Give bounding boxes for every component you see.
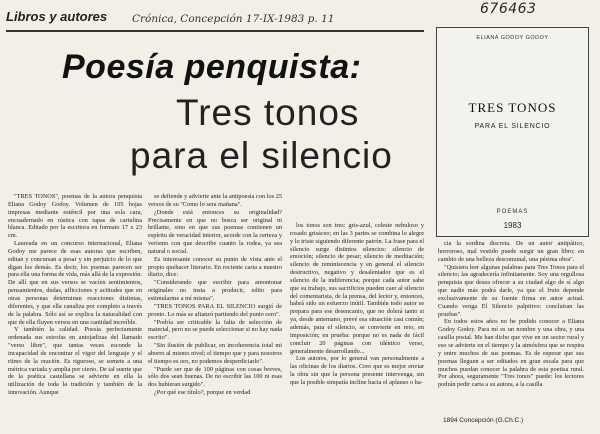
paragraph: "TRES TONOS", poemas de la autora penquista Eliana Godoy Godoy. Volumen de 105 hojas impresas mediante esténcil por una sola cara, encuadernado en rústica con tapas de cartulina blanca. Editado por la escritora en formato 17 x 23 cm. [8,193,142,240]
header-rule [6,30,424,32]
paragraph: "Sin ilusión de publicar, en incoherencia total mi ahorro al mismo nivel; el tiempo que y para nosotros el tiempo es oro, no podemos desperdiciarlo". [148,342,282,365]
book-cover-image [436,27,589,237]
cover-author: ELIANA GODOY GODOY [476,35,549,41]
paragraph: los tonos son tres: gris-azul, celeste nebuloso y rosado grisáceo; en las 3 partes se combina lo alegre y lo triste siguiendo diferente patrón. La frase para el silencio surge distintos silencios: silencio de emoción; silencio de pesar; silencio de meditación; silencio de reminiscencia y en general el silencio destructivo, negativo y desalentador que es el silencio de la indiferencia; porque cada autor sabe que su trabajo, sus sacrificios pueden caer al silencio del comentarista, de la prensa, del lector y, entonces, habrá sido un esfuerzo inútil. También todo autor se prepara para ese desencanto, que no dolerá tanto si ya, desde antemano, prevé esa situación casi común; además, para el silencio, se convierte en reto, en imposición; en prueba: porque no es nada de fácil concluir 20 páginas con idéntico verso, generalmente desarrollando... [290,222,424,355]
headline: Poesía penquista: [62,48,362,86]
article-column-2 [148,193,282,430]
paragraph: "Podría ser criticable la falta de selección de material, pero no se puede seleccionar si no hay nada escrito". [148,318,282,342]
paragraph: "TRES TONOS PARA EL SILENCIO surgió de pronto. Lo más se afianzó partiendo del punto cero". [148,302,282,318]
archive-stamp-number: 676463 [480,1,537,17]
handwritten-source-note: Crónica, Concepción 17-IX-1983 p. 11 [132,13,335,25]
paragraph: En todos estos años no he podido conocer a Eliana Godoy Godoy. Para mí es un nombre y una obra, y una casilla postal. Me han dicho que vive en un sector rural y eso se advierte en el tiempo y la atmósfera que se respira y entre muchos de sus poemas. Es de esperar que sus poemas lleguen a ser editados en gran escala para que muchos puedan conocer la palabra de esta poetisa rural. Por ahora, seguramente "Tres tonos" puede: los lectores podrán pedir carta a su autora, a la casilla [438,318,584,389]
paragraph: ¿Por qué ese título?, porque en verdad [154,389,251,397]
paragraph: Los autores, por lo general van personalmente a las oficinas de los diarios. Creo que es mejor enviar la obra sin que la persona presente intervenga, sin que la posible simpatía incline hacia el aplauso o ha- [290,355,424,386]
subheadline-line-1: Tres tonos [176,92,360,133]
paragraph: "Considerando que escribir para amontonar originales no insta a producir, edito para estimularme a mí misma". [148,279,282,302]
cover-kind: POEMAS [496,209,529,215]
cover-title: TRES TONOS [468,100,557,115]
article-column-3 [290,222,424,430]
section-label: Libros y autores [6,9,108,24]
paragraph: Laureada en un concurso internacional, Eliana Godoy me parece de esas autoras que escriben, editan y concursan a pesar y sin perjuicio de lo que digan los demás. Es decir, los poemas parecen ser para ella una forma de vida, más allá de la expresión. De allí que en sus versos se vacíen sentimientos, pensamientos, dudas, aflicciones y actitudes que en otras personas determinan reacciones distintas, diferentes, y que ella canaliza por completo a través de la palabra. Sólo así se explica la naturalidad con que de ella fluyen versos en una cantidad increíble. [8,240,142,326]
paragraph: "Quisiera leer algunas palabras para Tres Tonos para el silencio; las agradecería infinitamente. Soy una orgullosa penquista que desea ofrecer a su ciudad algo de sí algo que nadie más podrá darle, ya que el fruto depende exclusivamente de su fuente firma en autor actual. Cuando venga El Silencio palpitivo: concluiran las pruebas". [438,263,584,318]
paragraph: Es interesante conocer su punto de vista ante el propio quehacer literario. En reciente carta a nuestro diario, dice: [148,255,282,279]
cover-year: 1983 [503,221,522,230]
paragraph: "Puede ser que de 100 páginas con cosas breves, sólo dos sean buenas. De no escribir las 100 ni esas dos hubieran surgido". [148,365,282,389]
article-column-1 [8,193,142,430]
article-column-4 [438,240,584,430]
page-footer: 1894 Concepción (G.Ch.C.) [443,417,524,424]
subheadline-line-2: para el silencio [130,135,393,176]
paragraph: se defiende y advierte ante la antipoesía con los 25 versos de su "Como lo sera mañana". [148,193,282,208]
cover-subtitle: PARA EL SILENCIO [474,123,551,130]
paragraph: ¿Donde está entonces su originalidad? Precisamente en que no busca ser original ni brillante, sino en que sus poemas contienen un espíritu de veracidad interior, acorde con la certeza y verismo con que describe cuanto la rodea, ya sea natural o social. [148,208,282,255]
paragraph: cia la sordina discreta. De un autor antipático, horroroso, mal vestido puede surgir un gran libro; en cambio de una belleza descomunal, una pésima obra". [438,240,584,263]
paragraph: Y también la calidad. Poesía perfectamente ordenada sus estrofas en antojadizas del llamado "verso libre", que tantas veces esconde la incapacidad de encontrar el vigor del lenguaje y el ritmo de la oración. Es riguroso, se somete a una métrica variada y amplia por cierto. De tal suerte que de la poética castellana se advierte en ella la utilización de toda la tradición y también de la innovación. Aunque [8,326,142,397]
